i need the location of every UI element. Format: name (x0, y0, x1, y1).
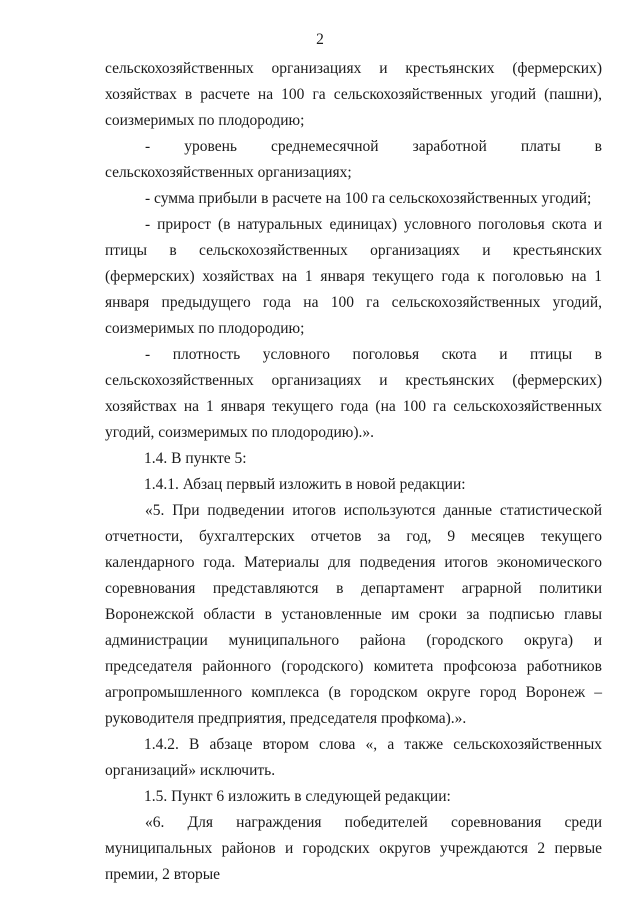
document-body (105, 56, 602, 888)
page-number: 2 (316, 31, 324, 48)
paragraph-2: - уровень среднемесячной заработной платы в сельскохозяйственных организациях; (105, 138, 602, 181)
paragraph-4: - прирост (в натуральных единицах) условного поголовья скота и птицы в сельскохозяйственных организациях и крестьянских (фермерских) хозяйствах на 1 января текущего года к поголовью на 1 января предыдущего года на 100 га сельскохозяйственных угодий, соизмеримых по плодородию; (105, 216, 602, 337)
paragraph-11: «6. Для награждения победителей соревнования среди муниципальных районов и городских округов учреждаются 2 первые премии, 2 вторые (105, 814, 602, 883)
paragraph-7: 1.4.1. Абзац первый изложить в новой редакции: (144, 476, 466, 493)
paragraph-3: - сумма прибыли в расчете на 100 га сельскохозяйственных угодий; (145, 190, 592, 207)
paragraph-9: 1.4.2. В абзаце втором слова «, а также сельскохозяйственных организаций» исключить. (105, 736, 602, 779)
paragraph-8: «5. При подведении итогов используются данные статистической отчетности, бухгалтерских отчетов за год, 9 месяцев текущего календарного года. Материалы для подведения итогов экономического соревнования представляются в департамент аграрной политики Воронежской области в установленные им сроки за подписью главы администрации муниципального района (городского округа) и председателя районного (городского) комитета профсоюза работников агропромышленного комплекса (в городском округе город Воронеж – руководителя предприятия, председателя профкома).». (105, 502, 602, 727)
paragraph-5: - плотность условного поголовья скота и птицы в сельскохозяйственных организациях и крестьянских (фермерских) хозяйствах на 1 января текущего года (на 100 га сельскохозяйственных угодий, соизмеримых по плодородию).». (105, 346, 602, 441)
paragraph-10: 1.5. Пункт 6 изложить в следующей редакции: (144, 788, 451, 805)
paragraph-1: сельскохозяйственных организациях и крестьянских (фермерских) хозяйствах в расчете на 100 га сельскохозяйственных угодий (пашни), соизмеримых по плодородию; (105, 60, 602, 129)
paragraph-6: 1.4. В пункте 5: (144, 450, 247, 467)
